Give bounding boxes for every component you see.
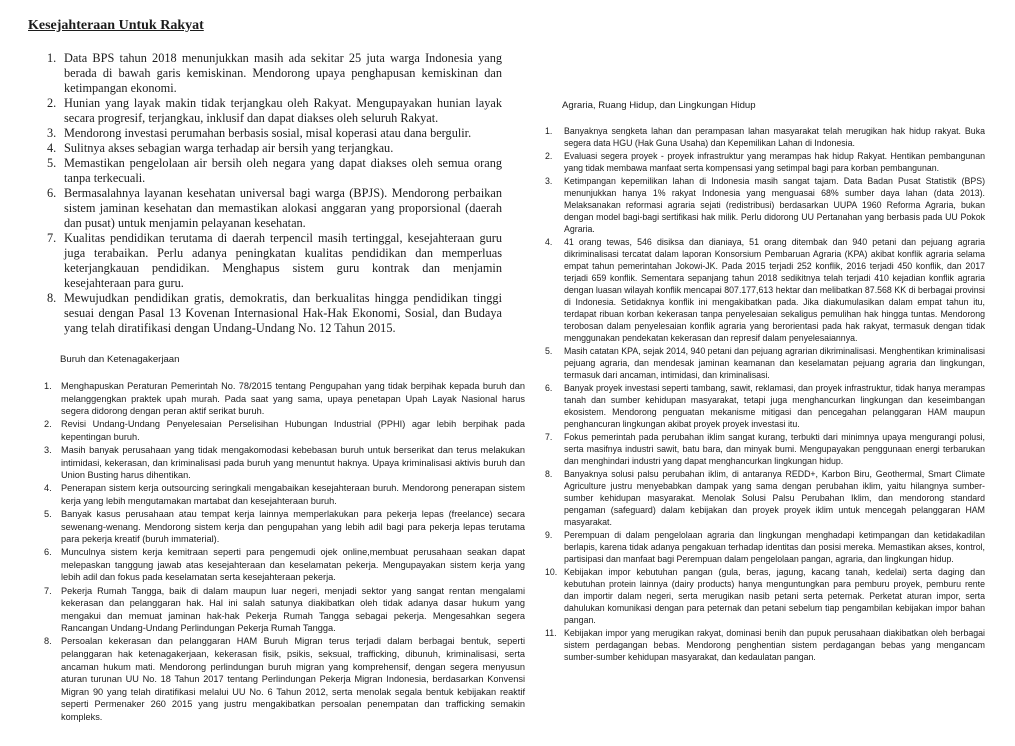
item-number: 4. [47,141,57,155]
item-text: Memastikan pengelolaan air bersih oleh negara yang dapat diakses oleh semua orang tanpa terkecuali. [64,156,502,185]
list-item [545,468,985,528]
item-number: 2. [545,150,553,161]
list-item [545,125,985,149]
list-item [545,150,985,174]
item-text: Masih banyak perusahaan yang tidak mengakomodasi kebebasan buruh untuk berserikat dan terus melakukan intimidasi, kekerasan, dan kriminalisasi pada buruh yang menuntut haknya. Upaya kriminalisasi aktivis buruh dan Union Busting harus dihentikan. [61,444,525,481]
list-item [44,291,502,336]
item-text: Banyak kasus perusahaan atau tempat kerja lainnya memperlakukan para pekerja lepas (freelance) secara sewenang-wenang. Mendorong sistem kerja dan pengupahan yang lebih adil bagi para pekerja lepas terutama para pekerja kreatif (buruh immaterial). [61,508,525,545]
list-item [545,627,985,663]
list-item [545,566,985,626]
item-text: 41 orang tewas, 546 disiksa dan dianiaya, 51 orang ditembak dan 940 petani dan pejuang agraria dikriminalisasi tercatat dalam laporan Konsorsium Pembaruan Agraria (KPA) akibat konflik agraria selama empat tahun pemerintahan Jokowi-JK. Pada 2015 terjadi 252 konflik, 2016 terjadi 450 konflik, dan 2017 terjadi 659 konflik. Sementara sepanjang tahun 2018 sedikitnya telah terjadi 410 kejadian konflik agraria dengan luasan wilayah konflik mencapai 807.177,613 hektar dan melibatkan 87.568 KK di berbagai provinsi di Indonesia. Setidaknya konflik ini mengakibatkan pada. Jika diakumulasikan dalam empat tahun itu, terdapat ribuan korban kekerasan tanpa penyelesaian sekaligus pemulihan hak hingga tuntas. Mendorong terobosan dalam penyelesaian konflik agraria yang berorientasi pada hak rakyat, termasuk dengan tidak menggunakan pendekatan kekerasan dan represif dalam penyelesaiannya. [564,236,985,344]
item-text: Bermasalahnya layanan kesehatan universal bagi warga (BPJS). Mendorong perbaikan sistem jaminan kesehatan dan memastikan alokasi anggaran yang proporsional (daerah dan pusat) untuk menjamin pelayanan kesehatan. [64,186,502,230]
item-text: Evaluasi segera proyek - proyek infrastruktur yang merampas hak hidup Rakyat. Hentikan pembangunan yang tidak membawa manfaat serta kompensasi yang setimpal bagi para korban pembangunan. [564,150,985,173]
document-title: Kesejahteraan Untuk Rakyat [28,18,204,33]
item-number: 5. [47,156,57,170]
item-text: Kualitas pendidikan terutama di daerah terpencil masih tertinggal, kesejahteraan guru juga terabaikan. Perlu adanya peningkatan kualitas pendidikan dan memperluas keterjangkauan pendidikan. Menghapus sistem guru kontrak dan menjamin kesejahteraan para guru. [64,231,502,290]
item-number: 10. [545,566,558,577]
section-heading-agraria: Agraria, Ruang Hidup, dan Lingkungan Hidup [562,100,756,111]
list-item [44,380,525,418]
item-number: 1. [545,126,553,136]
item-text: Kebijakan impor yang merugikan rakyat, dominasi benih dan pupuk perusahaan diakibatkan oleh berbagai sistem perdagangan bebas. Mendorong penghentian sistem perdagangan bebas yang mengancam sumber-sumber kehidupan masyarakat, dan kedaulatan pangan. [564,627,985,662]
item-text: Revisi Undang-Undang Penyelesaian Perselisihan Hubungan Industrial (PPHI) agar lebih berpihak pada kepentingan buruh. [61,419,525,442]
list-item [44,231,502,291]
item-text: Penerapan sistem kerja outsourcing seringkali mengabaikan kesejahteraan buruh. Mendorong penerapan sistem kerja yang lebih mengutamakan martabat dan kesejahteraan buruh. [61,483,525,506]
item-number: 7. [44,585,52,596]
item-text: Mewujudkan pendidikan gratis, demokratis, dan berkualitas hingga pendidikan tinggi sesuai dengan Pasal 13 Kovenan Internasional Hak-Hak Ekonomi, Sosial, dan Budaya yang telah diratifikasi dengan Undang-Undang No. 12 Tahun 2015. [64,291,502,335]
item-text: Kebijakan impor kebutuhan pangan (gula, beras, jagung, kacang tanah, kedelai) serta daging dan kebutuhan protein lainnya (dairy products) hanya menguntungkan para pemburu proyek, pemburu rente dan importir dalam negeri, serta merugikan nasib petani serta peternak. Perketat aturan impor, serta dahulukan komunikasi dengan para peternak dan petani sebelum tiap pengambilan kebijakan impor bahan pangan. [564,566,985,626]
list-item [44,482,525,507]
item-text: Sulitnya akses sebagian warga terhadap air bersih yang terjangkau. [64,141,394,155]
item-text: Munculnya sistem kerja kemitraan seperti para pengemudi ojek online,membuat perusahaan seakan dapat melepaskan tanggung jawab atas kesejahteraan dan keselamatan pekerja. Mengupayakan sistem kerja yang lebih adil dan fokus pada keselamatan serta kesejahteraan pekerja. [61,547,525,583]
list-item [545,382,985,430]
item-text: Persoalan kekerasan dan pelanggaran HAM Buruh Migran terus terjadi dalam berbagai bentuk, seperti pelanggaran hak ketenagakerjaan, kekerasan fisik, psikis, seksual, trafficking, dibunuh, kriminalisasi, serta ancaman hukum mati. Mendorong perlindungan buruh migran yang komprehensif, dengan segera menyusun aturan turunan UU No. 18 Tahun 2017 tentang Perlindungan Pekerja Migran Indonesia, berdasarkan Konvensi Migran 90 yang telah diratifikasi melalui UU No. 6 Tahun 2012, serta menolak segala bentuk kebijakan reaktif seperti Permenaker 260 2015 yang justru mengakibatkan persoalan penempatan dan trafficking semakin kompleks. [61,636,525,722]
item-number: 2. [44,419,52,430]
item-number: 11. [545,627,557,638]
list-item [44,418,525,443]
item-text: Menghapuskan Peraturan Pemerintah No. 78/2015 tentang Pengupahan yang tidak berpihak kepada buruh dan melanggengkan praktek upah murah. Pada saat yang sama, upaya penetapan Upah Layak Nasional harus segera didorong dengan peran aktif serikat buruh. [61,381,525,417]
list-item [44,508,525,546]
list-item [44,186,502,231]
list-item [44,585,525,635]
item-text: Fokus pemerintah pada perubahan iklim sangat kurang, terbukti dari minimnya upaya mengurangi polusi, serta masifnya industri sawit, batu bara, dan minyak bumi. Mengupayakan penggunaan energi terbarukan dan menghindari industri yang dapat menghancurkan lingkungan hidup. [564,431,985,467]
list-item [545,236,985,345]
item-number: 1. [44,381,52,391]
item-text: Banyaknya solusi palsu perubahan iklim, di antaranya REDD+, Karbon Biru, Geothermal, Smart Climate Agriculture justru menyebabkan dampak yang sama dengan perubahan iklim, yaitu hilangnya sumber-sumber kehidupan masyarakat. Menolak Solusi Palsu Perubahan Iklim, dan mendorong standard pengaman (safeguard) dalam kebijakan dan proyek proyek iklim untuk mencegah pelanggaran HAM masyarakat. [564,468,985,528]
item-text: Ketimpangan kepemilikan lahan di Indonesia masih sangat tajam. Data Badan Pusat Statistik (BPS) menunjukkan hanya 1% rakyat Indonesia yang menguasai 68% sumber daya lahan (data 2013). Melaksanakan reformasi agraria sejati (redistribusi) berdasarkan UUPA 1960 Reforma Agraria, bukan dengan model bagi-bagi sertifikasi hak milik. Perlu didorong UU Pertanahan yang berbasis pada UU Pokok Agraria. [564,175,985,234]
list-item [545,175,985,235]
item-number: 3. [47,126,57,140]
item-number: 8. [44,636,52,647]
item-text: Banyaknya sengketa lahan dan perampasan lahan masyarakat telah merugikan hak hidup rakyat. Buka segera data HGU (Hak Guna Usaha) dan Kepemilikan Lahan di Indonesia. [564,126,985,149]
item-number: 6. [545,382,553,393]
item-number: 5. [44,508,52,519]
list-item [545,345,985,381]
list-item [44,141,502,156]
item-text: Banyak proyek investasi seperti tambang, sawit, reklamasi, dan proyek infrastruktur, tidak hanya merampas tanah dan sumber kehidupan masyarakat, tetapi juga menghancurkan lingkungan dan keseimbangan ekosistem. Mendorong penguatan mekanisme mitigasi dan pencegahan pelanggaran HAM maupun penghancuran lingkungan akibat proyek proyek investasi itu. [564,382,985,430]
item-number: 2. [47,96,57,110]
list-item [44,126,502,141]
section-heading-labor: Buruh dan Ketenagakerjaan [60,354,180,365]
list-item [44,51,502,96]
item-number: 3. [44,444,52,455]
list-item [44,444,525,482]
agraria-list [545,125,985,664]
item-number: 5. [545,346,553,357]
item-text: Mendorong investasi perumahan berbasis sosial, misal koperasi atau dana bergulir. [64,126,472,140]
item-text: Masih catatan KPA, sejak 2014, 940 petani dan pejuang agrarian dikriminalisasi. Menghentikan kriminalisasi pejuang agraria, dan mendesak jaminan keamanan dan keselamatan pejuang agraria dan lingkungan, termasuk dari ancaman, intimidasi, dan kriminalisasi. [564,346,985,381]
list-item [44,156,502,186]
item-number: 8. [47,291,57,305]
list-item [44,546,525,584]
list-item [545,431,985,467]
item-number: 6. [47,186,57,200]
item-number: 8. [545,468,553,479]
labor-list [44,380,525,724]
item-number: 4. [44,483,52,494]
item-number: 3. [545,175,553,186]
item-number: 7. [47,231,57,245]
list-item [545,529,985,565]
list-item [44,635,525,723]
item-number: 7. [545,431,553,442]
list-item [44,96,502,126]
item-text: Hunian yang layak makin tidak terjangkau oleh Rakyat. Mengupayakan hunian layak secara progresif, terjangkau, inklusif dan dapat diakses oleh seluruh Rakyat. [64,96,502,125]
welfare-list [44,51,502,336]
item-number: 1. [47,51,57,65]
item-number: 9. [545,529,553,540]
item-number: 4. [545,236,553,247]
item-text: Perempuan di dalam pengelolaan agraria dan lingkungan menghadapi ketimpangan dan ketidakadilan berlapis, karena tidak adanya pengakuan terhadap identitas dan posisi mereka. Memastikan akses, kontrol, partisipasi dan manfaat bagi Perempuan dalam pengelolaan pangan, agraria, dan lingkungan hidup. [564,529,985,565]
item-number: 6. [44,547,52,558]
item-text: Data BPS tahun 2018 menunjukkan masih ada sekitar 25 juta warga Indonesia yang berada di bawah garis kemiskinan. Mendorong upaya penghapusan kemiskinan dan ketimpangan ekonomi. [64,51,502,95]
item-text: Pekerja Rumah Tangga, baik di dalam maupun luar negeri, menjadi sektor yang sangat rentan mengalami kekerasan dan pelanggaran hak. Hal ini salah satunya diakibatkan oleh tidak adanya dasar hukum yang mengakui dan memuat jaminan hak-hak Pekerja Rumah Tangga sebagai pekerja. Mengesahkan segera Rancangan Undang-Undang Perlindungan Pekerja Rumah Tangga. [61,585,525,634]
